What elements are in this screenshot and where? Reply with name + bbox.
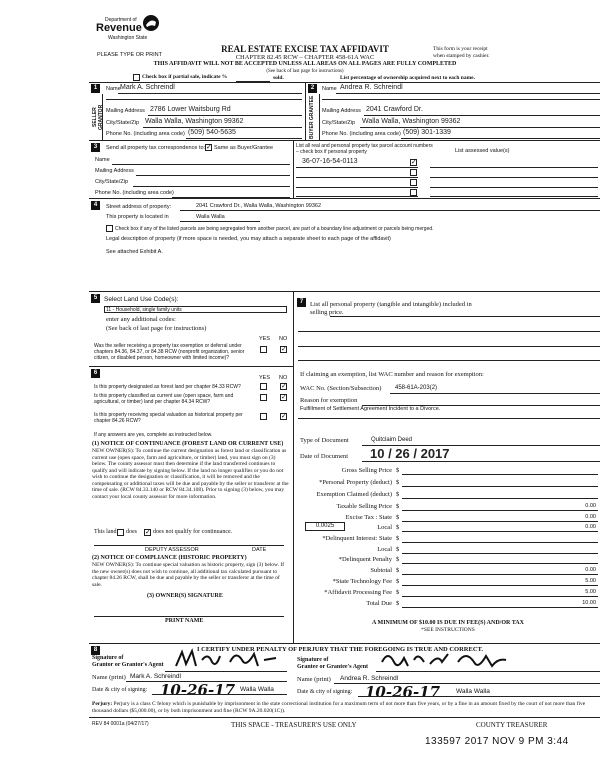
does-not-label: does not qualify for continuance. (153, 529, 233, 535)
buyer-city-label: City/State/Zip (322, 120, 356, 126)
grantee-name[interactable]: Andrea R. Schreindl (340, 675, 399, 682)
perjury-text (92, 701, 600, 714)
buyer-address-label: Mailing Address (322, 108, 361, 114)
form-title: REAL ESTATE EXCISE TAX AFFIDAVIT (221, 44, 389, 54)
gross-label: Gross Selling Price (341, 467, 392, 474)
notice2-text: NEW OWNER(S): To continue special valuation as historic property, sign (3) below. If the new owner(s) does not wish to continue, all additional tax calculated pursuant to chapter 84.26 RCW, shall be due and payable by the seller or transferor at the time of sale. (92, 562, 285, 588)
receipt-note-2: when stamped by cashier. (433, 53, 490, 59)
seller-city[interactable]: Walla Walla, Washington 99362 (145, 118, 244, 125)
dollar-proc-fee: $ (396, 589, 400, 596)
dollar-exemption: $ (396, 491, 400, 498)
parcel-personal-checkbox-2[interactable] (410, 169, 417, 176)
perjury-label: Perjury: (92, 701, 113, 707)
section-number-6: 6 (91, 369, 100, 378)
q-current-use: Is this property classified as current use (open space, farm and agricultural, or timber) land per chapter 84.34 RCW? (94, 393, 234, 405)
minimum-notice: A MINIMUM OF $10.00 IS DUE IN FEE(S) AND/OR TAX (372, 620, 524, 626)
s3-phone-label: Phone No. (including area code) (95, 190, 174, 196)
this-land-label: This land (94, 529, 117, 535)
exemption-label: Exemption Claimed (deduct) (316, 491, 392, 498)
taxable-label: Taxable Selling Price (336, 503, 392, 510)
does-checkbox[interactable] (117, 529, 124, 536)
located-value[interactable]: Walla Walla (196, 214, 225, 220)
grantee-signature[interactable] (378, 648, 518, 672)
s6-no-label: NO (279, 375, 288, 381)
land-use-title: Select Land Use Code(s): (104, 296, 179, 303)
grantor-city[interactable]: Walla Walla (240, 686, 274, 693)
street-address[interactable]: 2041 Crawford Dr., Walla Walla, Washington 99362 (196, 203, 322, 209)
segregated-checkbox[interactable] (106, 225, 113, 232)
s5-exempt-no-checkbox[interactable]: ✓ (281, 345, 287, 353)
see-instructions: *SEE INSTRUCTIONS (421, 627, 475, 633)
section-number-3: 3 (91, 143, 100, 152)
current-use-no-checkbox[interactable]: ✓ (281, 393, 287, 401)
parcel-personal-checkbox-4[interactable] (410, 189, 417, 196)
section-number-4: 4 (91, 201, 100, 210)
same-as-buyer-checkbox[interactable]: ✓ (206, 143, 212, 151)
partial-sale-label: Check box if partial sale, indicate % (142, 74, 228, 80)
excise-label: Excise Tax : State (345, 514, 392, 521)
legal-description-label: Legal description of property (if more space is needed, you may attach a separate sheet to each page of the affidavit) (106, 236, 391, 242)
seller-name[interactable]: Mark A. Schreindl (120, 84, 175, 91)
see-back-header: (See back of last page for instructions) (266, 69, 344, 74)
local-rate-value: 0.0025 (315, 523, 335, 529)
dollar-subtotal: $ (396, 567, 400, 574)
tech-fee-value[interactable]: 5.00 (585, 578, 596, 584)
q-historic: Is this property receiving special valuation as historical property per chapter 84.26 RCW? (94, 412, 243, 424)
buyer-phone-label: Phone No. (including area code) (322, 131, 401, 137)
located-label: This property is located in (106, 214, 169, 220)
total-label: Total Due (366, 600, 392, 607)
segregated-label: Check box if any of the listed parcels are being segregated from another parcel, are part of a boundary line adjustment or parcels being merged. (115, 226, 434, 232)
current-use-yes-checkbox[interactable] (260, 394, 267, 401)
seller-phone[interactable]: (509) 540-5635 (188, 129, 236, 136)
rev-code: REV 84 0001a (04/27/17) (92, 721, 149, 727)
buyer-city[interactable]: Walla Walla, Washington 99362 (362, 118, 461, 125)
notice1-title: (1) NOTICE OF CONTINUANCE (FOREST LAND OR CURRENT USE) (92, 441, 284, 447)
buyer-name-label: Name (322, 86, 337, 92)
sig-grantor-2: Grantor or Grantor's Agent (92, 662, 164, 668)
grantor-name[interactable]: Mark A. Schreindl (130, 673, 181, 680)
washington-state-icon (142, 14, 160, 32)
proc-fee-label: *Affidavit Processing Fee (324, 589, 392, 596)
dollar-delinq-pen: $ (396, 556, 400, 563)
send-correspondence-label: Send all property tax correspondence to: (106, 145, 206, 151)
grantor-date-label: Date & city of signing: (92, 687, 148, 693)
form-chapter: CHAPTER 82.45 RCW – CHAPTER 458-61A WAC (235, 54, 375, 61)
buyer-vertical-label: BUYER GRANTEE (309, 95, 315, 139)
delinq-pen-label: *Delinquent Penalty (338, 556, 392, 563)
land-use-code[interactable]: 11 - Household, single family units (106, 307, 182, 313)
buyer-address[interactable]: 2041 Crawford Dr. (366, 106, 423, 113)
forest-yes-checkbox[interactable] (260, 383, 267, 390)
parcel-personal-checkbox-3[interactable] (410, 179, 417, 186)
same-as-buyer-label: Same as Buyer/Grantee (214, 145, 274, 151)
dollar-tech-fee: $ (396, 578, 400, 585)
wac-number[interactable]: 458-61A-203(2) (395, 385, 438, 391)
sig-grantee-2: Grantee or Grantee's Agent (297, 664, 369, 670)
notice2-title: (2) NOTICE OF COMPLIANCE (HISTORIC PROPERTY) (92, 555, 247, 561)
does-label: does (126, 529, 137, 535)
section-number-2: 2 (308, 84, 317, 93)
s5-exempt-yes-checkbox[interactable] (260, 346, 267, 353)
seller-name-label: Name (106, 86, 121, 92)
dollar-total: $ (396, 600, 400, 607)
doc-type-value[interactable]: Quitclaim Deed (371, 437, 413, 443)
doc-type-label: Type of Document (300, 437, 349, 444)
q-forest: Is this property designated as forest land per chapter 84.33 RCW? (94, 384, 241, 390)
grantee-city[interactable]: Walla Walla (456, 688, 490, 695)
s3-city-label: City/State/Zip (95, 179, 129, 185)
seller-phone-label: Phone No. (including area code) (106, 131, 185, 137)
partial-sale-checkbox[interactable] (133, 74, 140, 81)
dollar-excise: $ (396, 514, 400, 521)
s3-mailing-label: Mailing Address (95, 168, 134, 174)
subtotal-value[interactable]: 0.00 (585, 567, 596, 573)
certify-statement: I CERTIFY UNDER PENALTY OF PERJURY THAT THE FOREGOING IS TRUE AND CORRECT. (196, 646, 483, 653)
assessed-header: List assessed value(s) (455, 148, 510, 154)
s3-name-label: Name (95, 157, 110, 163)
grantor-date[interactable]: 10-26-17 (160, 681, 236, 699)
parcel-header: List all real and personal property tax parcel account numbers – check box if personal property (296, 143, 433, 155)
forest-no-checkbox[interactable]: ✓ (281, 382, 287, 390)
sig-grantor-1: Signature of (92, 655, 124, 661)
receipt-note-1: This form is your receipt (433, 46, 488, 52)
historic-yes-checkbox[interactable] (260, 413, 267, 420)
assessor-date-label: DATE (252, 547, 267, 553)
owner-signature-label: (3) OWNER(S) SIGNATURE (147, 593, 223, 599)
grantor-name-label: Name (print) (92, 674, 126, 681)
parcel-number[interactable]: 36-07-16-54-0113 (302, 158, 358, 165)
ownership-pct-label: List percentage of ownership acquired next to each name. (340, 75, 475, 81)
sig-grantee-1: Signature of (297, 657, 329, 663)
agency-line-3: Washington State (108, 35, 148, 41)
section-number-5: 5 (91, 294, 100, 303)
dollar-personal: $ (396, 479, 400, 486)
s5-see-back: (See back of last page for instructions) (106, 325, 207, 332)
agency-line-2: Revenue (96, 22, 142, 34)
parcel-personal-checkbox-1[interactable]: ✓ (411, 158, 417, 166)
dollar-taxable: $ (396, 503, 400, 510)
s6-yes-label: YES (259, 375, 271, 381)
s5-exemption-question: Was the seller receiving a property tax exemption or deferral under chapters 84.36, 84.37, or 84.38 RCW (nonprofit organization, senior citizen, or disabled person, homeowner with limited income)? (94, 343, 245, 361)
county-treasurer: COUNTY TREASURER (476, 721, 548, 729)
perjury-body: Perjury is a class C felony which is punishable by imprisonment in the state correctional institution for a maximum term of not more than five years, or by a fine in an amount fixed by the court of not more than five thousand dollars ($5,000.00), or by both imprisonment and fine (RCW 9A.20.020(1C)). (92, 701, 586, 714)
form-warning: THIS AFFIDAVIT WILL NOT BE ACCEPTED UNLESS ALL AREAS ON ALL PAGES ARE FULLY COMPLETED (153, 61, 457, 67)
excise-state-value[interactable]: 0.00 (585, 514, 596, 520)
dollar-local2: $ (396, 546, 400, 553)
treasurer-use-only: THIS SPACE - TREASURER'S USE ONLY (231, 721, 357, 729)
seller-address-label: Mailing Address (106, 108, 145, 114)
see-exhibit[interactable]: See attached Exhibit A. (106, 249, 163, 255)
seller-city-label: City/State/Zip (106, 120, 140, 126)
buyer-phone[interactable]: (509) 301-1339 (403, 129, 451, 136)
buyer-name[interactable]: Andrea R. Schreindl (340, 84, 403, 91)
sold-label: sold. (273, 75, 284, 81)
street-label: Street address of property: (106, 204, 172, 210)
local2-label: Local (377, 546, 392, 553)
tech-fee-label: *State Technology Fee (332, 578, 392, 585)
historic-no-checkbox[interactable]: ✓ (281, 412, 287, 420)
dollar-delinq-int: $ (396, 535, 400, 542)
seller-vertical-label: SELLER GRANTOR (92, 104, 104, 130)
grantee-date-label: Date & city of signing: (297, 689, 353, 695)
type-or-print: PLEASE TYPE OR PRINT (97, 52, 163, 58)
grantor-signature[interactable] (172, 648, 282, 672)
total-value[interactable]: 10.00 (582, 600, 596, 606)
grantee-name-label: Name (print) (297, 676, 331, 683)
reason-value[interactable]: Fulfillment of Settlement Agreement Incident to a Divorce. (300, 406, 441, 412)
agency-line-1: Department of (105, 17, 137, 23)
recording-stamp: 133597 2017 NOV 9 PM 3:44 (425, 736, 569, 747)
doc-date-label: Date of Document (300, 453, 349, 460)
exemption-claim-label: If claiming an exemption, list WAC number and reason for exemption: (300, 371, 484, 378)
if-yes-instruction: If any answers are yes, complete as instructed below. (94, 432, 213, 438)
notice1-text: NEW OWNER(S): To continue the current designation as forest land or classification as current use (open space, farm and agriculture, or timber) land, you must sign on (3) below. The county assessor must then determine if the land transferred continues to qualify and will indicate by signing below. If the land no longer qualifies or you do not wish to continue the designation or classification, it will be removed and the compensating or additional taxes will be due and payable by the seller or transferor at the time of sale. (RCW 84.33.140 or RCW 84.34.108). Prior to signing (3) below, you may contact your local county assessor for more information. (92, 448, 289, 500)
subtotal-label: Subtotal (370, 567, 392, 574)
local-value[interactable]: 0.00 (585, 524, 596, 530)
personal-property-label: List all personal property (tangible and intangible) included in selling price. (310, 301, 472, 316)
additional-codes-label: enter any additional codes: (106, 316, 176, 323)
taxable-value[interactable]: 0.00 (585, 503, 596, 509)
seller-address[interactable]: 2786 Lower Waitsburg Rd (150, 106, 231, 113)
section-number-1: 1 (91, 84, 100, 93)
print-name-label: PRINT NAME (165, 618, 204, 624)
deputy-assessor-label: DEPUTY ASSESSOR (145, 547, 199, 553)
local-label: Local (377, 524, 392, 531)
does-not-checkbox[interactable]: ✓ (145, 528, 151, 536)
section-number-8: 8 (91, 646, 100, 655)
doc-date-value[interactable]: 10 / 26 / 2017 (370, 446, 450, 461)
wac-label: WAC No. (Section/Subsection) (300, 385, 382, 392)
s5-no-label: NO (279, 336, 288, 342)
reason-label: Reason for exemption (300, 397, 358, 404)
agency-logo (96, 14, 158, 44)
personal-label: *Personal Property (deduct) (319, 479, 392, 486)
delinq-int-label: *Delinquent Interest: State (322, 535, 392, 542)
proc-fee-value[interactable]: 5.00 (585, 589, 596, 595)
dollar-gross: $ (396, 467, 400, 474)
section-number-7: 7 (297, 298, 306, 307)
dollar-local: $ (396, 524, 400, 531)
s5-yes-label: YES (259, 336, 271, 342)
grantee-date[interactable]: 10-26-17 (365, 683, 441, 701)
